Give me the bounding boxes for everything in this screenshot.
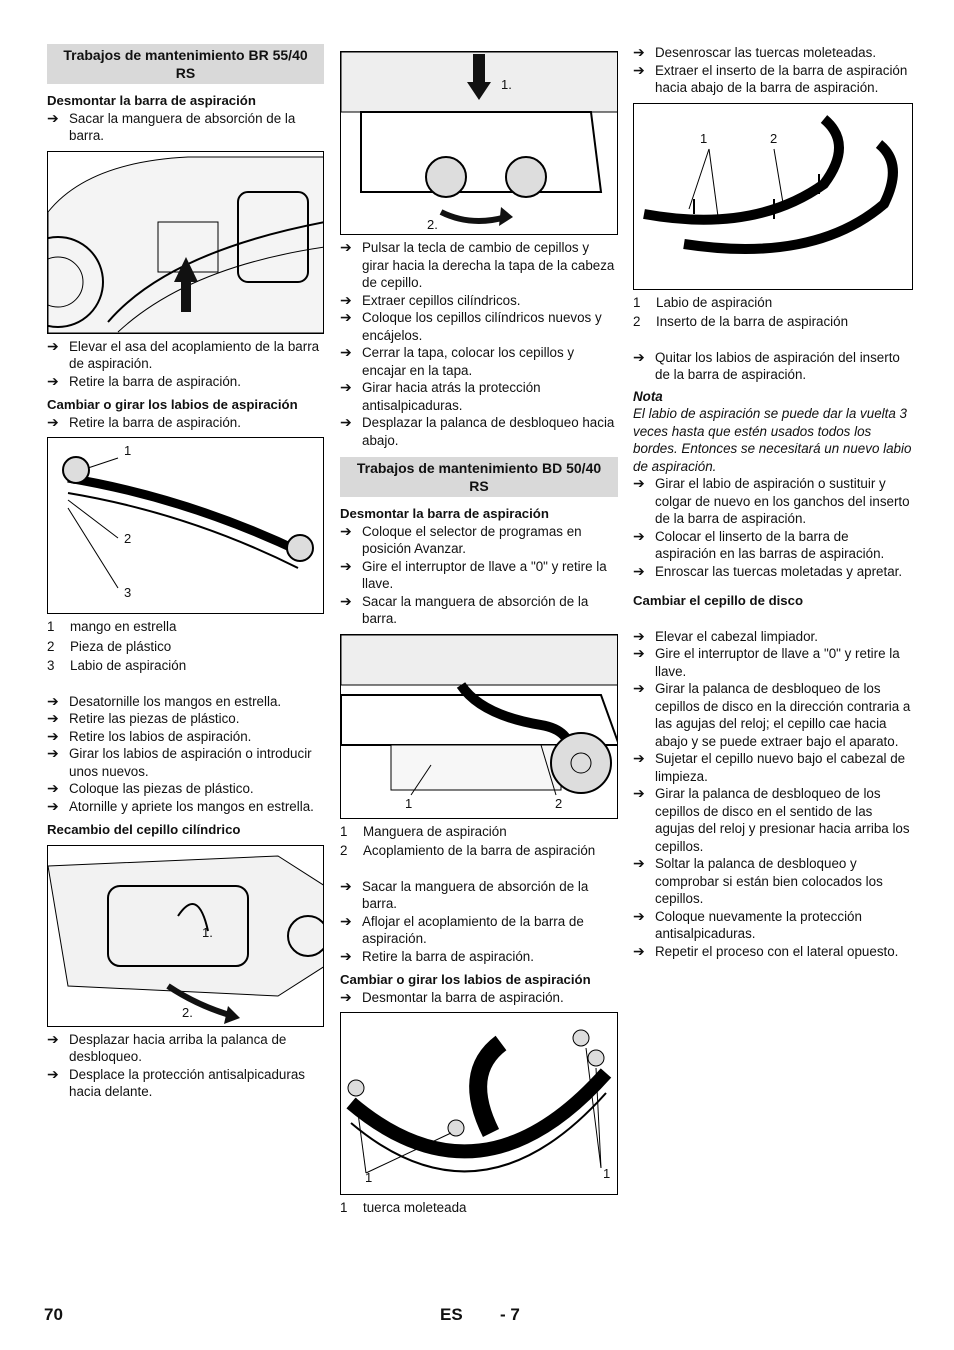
arrow-right-icon: ➔: [633, 562, 645, 579]
arrow-right-icon: ➔: [340, 291, 352, 308]
arrow-right-icon: ➔: [633, 61, 645, 78]
step-item: [633, 349, 913, 384]
step-item: [340, 239, 618, 292]
legend-item: [633, 313, 913, 331]
figure-knurled-nuts: [340, 1012, 618, 1195]
step-text: Repetir el proceso con el lateral opuesto.: [655, 943, 899, 959]
legend-item: [633, 294, 913, 312]
step-text: Desplace la protección antisalpicaduras hacia delante.: [69, 1066, 305, 1099]
legend-item: [47, 618, 324, 636]
step-text: Desatornille los mangos en estrella.: [69, 693, 282, 709]
step-text: Retire las piezas de plástico.: [69, 711, 240, 726]
legend-text: Inserto de la barra de aspiración: [656, 314, 849, 329]
column-1: [47, 44, 324, 1101]
arrow-right-icon: ➔: [633, 348, 645, 365]
step-item: [633, 908, 913, 943]
step-text: Elevar el asa del acoplamiento de la barra de aspiración.: [69, 338, 320, 371]
step-item: [47, 338, 324, 373]
step-item: [340, 948, 618, 966]
step-text: Girar los labios de aspiración o introducir unos nuevos.: [69, 746, 312, 779]
legend-item: [340, 823, 618, 841]
step-text: Quitar los labios de aspiración del inserto de la barra de aspiración.: [655, 349, 900, 382]
step-text: Retire la barra de aspiración.: [69, 373, 241, 389]
legend-number: 2: [340, 843, 348, 858]
step-text: Coloque las piezas de plástico.: [69, 781, 254, 796]
legend-text: mango en estrella: [70, 619, 177, 634]
arrow-right-icon: ➔: [633, 527, 645, 544]
step-text: Coloque el selector de programas en posición Avanzar.: [362, 523, 582, 556]
step-item: [340, 558, 618, 593]
arrow-right-icon: ➔: [633, 645, 645, 661]
step-item: [340, 292, 618, 310]
step-item: [47, 728, 324, 746]
step-text: Colocar el linserto de la barra de aspiración en las barras de aspiración.: [655, 528, 885, 561]
subheading: Cambiar el cepillo de disco: [633, 593, 804, 608]
step-item: [340, 414, 618, 449]
step-text: Girar hacia atrás la protección antisalpicaduras.: [362, 380, 541, 413]
legend-text: Acoplamiento de la barra de aspiración: [363, 843, 596, 858]
figure-suction-lip-insert: [633, 103, 913, 290]
arrow-right-icon: ➔: [633, 627, 645, 644]
step-text: Pulsar la tecla de cambio de cepillos y girar hacia la derecha la tapa de la cabeza de cepillo.: [362, 240, 615, 290]
arrow-right-icon: ➔: [47, 727, 59, 744]
step-item: [47, 745, 324, 780]
legend-number: 1: [633, 294, 641, 310]
step-text: Desplazar hacia arriba la palanca de desbloqueo.: [69, 1031, 287, 1064]
step-text: Coloque los cepillos cilíndricos nuevos y encájelos.: [362, 310, 602, 343]
step-text: Sacar la manguera de absorción de la barra.: [362, 878, 589, 911]
step-item: [633, 475, 913, 528]
column-2: [340, 44, 618, 1217]
arrow-right-icon: ➔: [47, 109, 59, 126]
step-item: [340, 344, 618, 379]
step-text: Atornille y apriete los mangos en estrella.: [69, 798, 314, 814]
arrow-right-icon: ➔: [633, 907, 645, 924]
legend-item: [340, 1199, 618, 1217]
step-item: [47, 414, 324, 432]
callout: 1: [603, 1166, 611, 1181]
step-text: Elevar el cabezal limpiador.: [655, 628, 819, 644]
step-item: [633, 855, 913, 908]
callout: 2.: [182, 1004, 193, 1020]
arrow-right-icon: ➔: [633, 785, 645, 801]
callout: 2.: [427, 217, 438, 232]
arrow-right-icon: ➔: [340, 309, 352, 325]
step-item: [47, 373, 324, 391]
arrow-right-icon: ➔: [340, 344, 352, 360]
arrow-right-icon: ➔: [47, 337, 59, 354]
step-item: [633, 628, 913, 646]
section-page: - 7: [500, 1305, 520, 1324]
legend-text: Labio de aspiración: [70, 658, 187, 673]
arrow-right-icon: ➔: [340, 557, 352, 574]
section-header-bd: Trabajos de mantenimiento BD 50/40 RS: [340, 457, 618, 497]
section-header-br: Trabajos de mantenimiento BR 55/40 RS: [47, 44, 324, 84]
arrow-right-icon: ➔: [47, 797, 59, 814]
arrow-right-icon: ➔: [340, 912, 352, 929]
arrow-right-icon: ➔: [633, 942, 645, 959]
step-item: [340, 523, 618, 558]
step-text: Sacar la manguera de absorción de la barra.: [362, 593, 589, 626]
column-3: [633, 44, 913, 960]
language-code: ES: [440, 1305, 463, 1324]
arrow-right-icon: ➔: [633, 44, 645, 60]
step-item: [633, 785, 913, 855]
callout: 2: [124, 531, 132, 546]
step-text: Retire la barra de aspiración.: [362, 948, 534, 964]
callout: 3: [124, 585, 132, 600]
step-text: Extraer cepillos cilíndricos.: [362, 292, 521, 308]
legend-text: Pieza de plástico: [70, 638, 172, 654]
step-item: [340, 593, 618, 628]
step-item: [47, 798, 324, 816]
step-text: Gire el interruptor de llave a "0" y retire la llave.: [362, 558, 607, 591]
step-text: Gire el interruptor de llave a "0" y retire la llave.: [655, 646, 900, 679]
step-text: Girar el labio de aspiración o sustituir y colgar de nuevo en los ganchos del inserto de la barra de aspiración.: [655, 476, 910, 526]
arrow-right-icon: ➔: [633, 855, 645, 871]
arrow-right-icon: ➔: [47, 692, 59, 709]
arrow-right-icon: ➔: [633, 475, 645, 491]
callout: 1: [365, 1170, 373, 1185]
step-text: Extraer el inserto de la barra de aspiración hacia abajo de la barra de aspiración.: [655, 62, 908, 95]
arrow-right-icon: ➔: [340, 947, 352, 964]
legend-item: [340, 842, 618, 860]
arrow-right-icon: ➔: [47, 372, 59, 389]
subheading: Desmontar la barra de aspiración: [47, 93, 256, 108]
callout: 1.: [501, 77, 512, 92]
legend-number: 1: [340, 1200, 348, 1215]
step-item: [633, 750, 913, 785]
step-item: [340, 379, 618, 414]
callout: 2: [555, 795, 563, 811]
note-heading: Nota: [633, 388, 663, 404]
step-text: Sujetar el cepillo nuevo bajo el cabezal de limpieza.: [655, 751, 906, 784]
step-text: Retire la barra de aspiración.: [69, 414, 241, 430]
legend-item: [47, 657, 324, 675]
arrow-right-icon: ➔: [47, 780, 59, 796]
arrow-right-icon: ➔: [340, 239, 352, 255]
step-item: [633, 680, 913, 750]
step-text: Coloque nuevamente la protección antisalpicaduras.: [655, 908, 862, 941]
arrow-right-icon: ➔: [340, 592, 352, 609]
callout: 1: [124, 443, 132, 458]
legend-text: Manguera de aspiración: [363, 823, 507, 839]
arrow-right-icon: ➔: [47, 745, 59, 761]
subheading: Cambiar o girar los labios de aspiración: [47, 397, 298, 412]
arrow-right-icon: ➔: [633, 680, 645, 696]
step-text: Sacar la manguera de absorción de la barra.: [69, 110, 296, 143]
step-text: Girar la palanca de desbloqueo de los cepillos de disco en la dirección contraria a las agujas del reloj; el cepillo cae hacia abajo y se puede extraer bajo el aparato.: [655, 681, 911, 749]
step-item: [340, 309, 618, 344]
legend-number: 2: [633, 314, 641, 329]
step-text: Cerrar la tapa, colocar los cepillos y encajar en la tapa.: [362, 345, 575, 378]
legend-text: Labio de aspiración: [656, 294, 773, 310]
step-item: [633, 528, 913, 563]
step-text: Aflojar el acoplamiento de la barra de aspiración.: [362, 913, 584, 946]
callout: 1: [700, 130, 708, 146]
step-text: Girar la palanca de desbloqueo de los cepillos de disco en el sentido de las agujas del reloj y presionar hacia arriba los cepillos.: [655, 786, 910, 854]
step-item: [47, 110, 324, 145]
subheading: Recambio del cepillo cilíndrico: [47, 822, 241, 837]
figure-suction-bar-coupling: [47, 151, 324, 334]
legend-item: [47, 638, 324, 656]
callout: 1.: [202, 924, 213, 940]
arrow-right-icon: ➔: [633, 750, 645, 766]
step-item: [633, 645, 913, 680]
arrow-right-icon: ➔: [340, 414, 352, 430]
figure-suction-bar-parts: [47, 437, 324, 614]
subheading: Desmontar la barra de aspiración: [340, 506, 549, 521]
figure-suction-hose: [340, 634, 618, 819]
legend-number: 3: [47, 658, 55, 673]
step-item: [633, 44, 913, 62]
step-text: Retire los labios de aspiración.: [69, 728, 252, 744]
step-item: [340, 989, 618, 1007]
legend-number: 1: [340, 823, 348, 839]
step-item: [47, 693, 324, 711]
arrow-right-icon: ➔: [47, 1065, 59, 1082]
step-text: Desplazar la palanca de desbloqueo hacia abajo.: [362, 415, 615, 448]
callout: 2: [770, 130, 778, 146]
legend-number: 2: [47, 638, 55, 654]
arrow-right-icon: ➔: [47, 413, 59, 430]
step-item: [340, 913, 618, 948]
page-number: 70: [44, 1305, 63, 1324]
step-item: [633, 943, 913, 961]
note-text: El labio de aspiración se puede dar la vuelta 3 veces hasta que estén usados todos los bordes. Entonces se necesitará un nuevo labio de aspiración.: [633, 406, 912, 474]
callout: 1: [405, 795, 413, 811]
arrow-right-icon: ➔: [340, 877, 352, 894]
step-item: [47, 1031, 324, 1066]
step-text: Desenroscar las tuercas moleteadas.: [655, 45, 877, 60]
step-item: [340, 878, 618, 913]
figure-brush-head: [340, 51, 618, 235]
legend-text: tuerca moleteada: [363, 1200, 467, 1215]
arrow-right-icon: ➔: [47, 1030, 59, 1047]
step-item: [633, 62, 913, 97]
arrow-right-icon: ➔: [340, 988, 352, 1005]
step-item: [47, 710, 324, 728]
step-item: [47, 780, 324, 798]
step-text: Soltar la palanca de desbloqueo y comprobar si están bien colocados los cepillos.: [655, 856, 883, 906]
subheading: Cambiar o girar los labios de aspiración: [340, 972, 591, 987]
arrow-right-icon: ➔: [47, 710, 59, 726]
step-item: [633, 563, 913, 581]
figure-cylinder-brush-lever: [47, 845, 324, 1027]
step-item: [47, 1066, 324, 1101]
arrow-right-icon: ➔: [340, 379, 352, 395]
step-text: Enroscar las tuercas moletadas y apretar.: [655, 563, 903, 579]
step-text: Desmontar la barra de aspiración.: [362, 989, 564, 1005]
arrow-right-icon: ➔: [340, 522, 352, 539]
legend-number: 1: [47, 619, 55, 634]
